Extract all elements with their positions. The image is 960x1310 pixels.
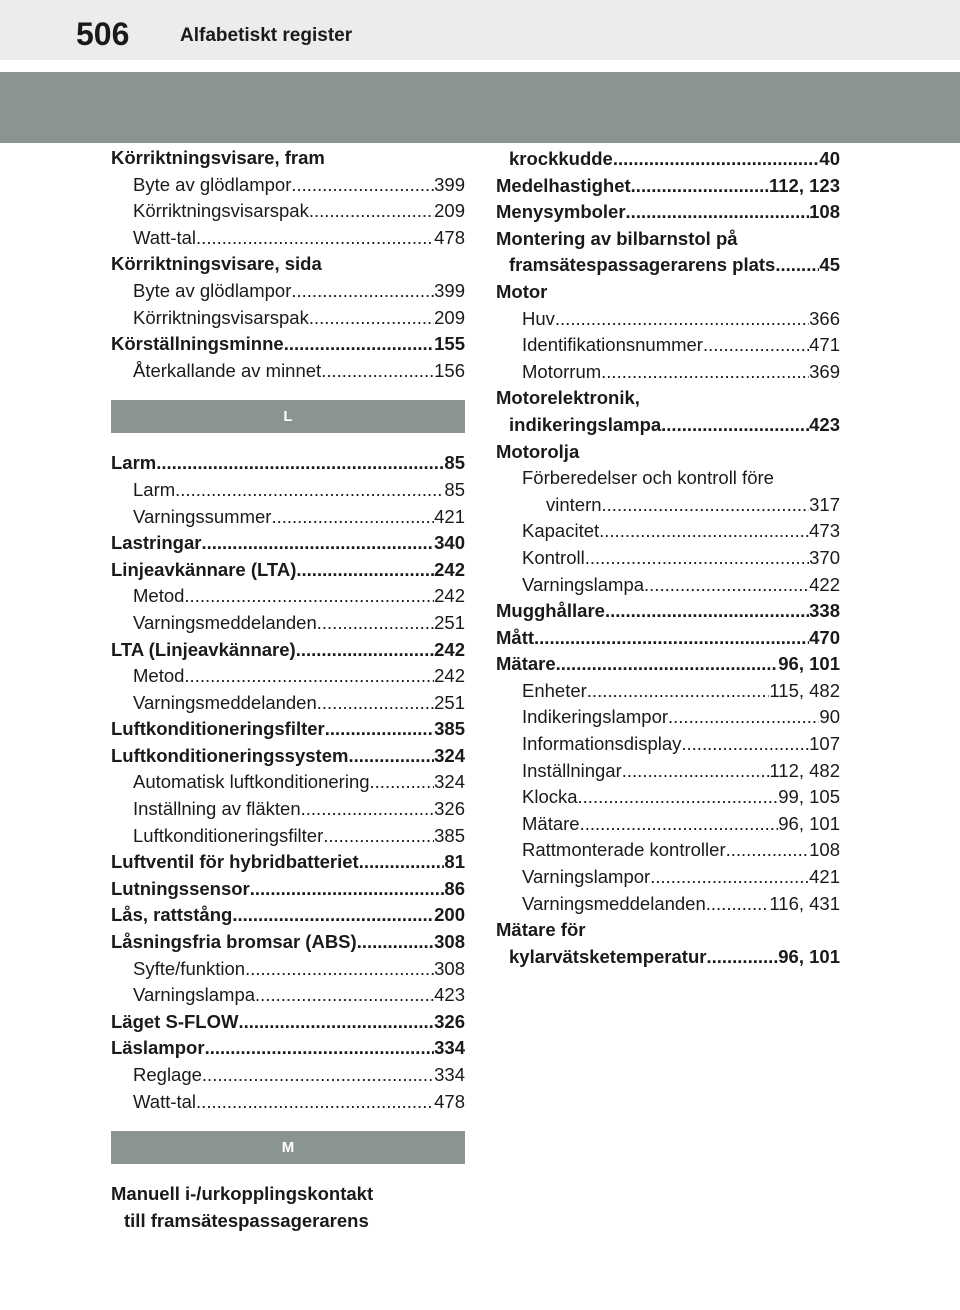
index-subentry (496, 731, 840, 758)
index-subentry (111, 477, 465, 504)
index-subentry (496, 572, 840, 599)
dot-leader (250, 876, 445, 903)
dot-leader (232, 902, 434, 929)
entry-page-ref: 242 (434, 558, 465, 580)
dot-leader (323, 823, 434, 850)
index-entry (111, 1035, 465, 1062)
entry-page-ref: 112, 123 (769, 174, 840, 196)
entry-term: Indikeringslampor (522, 706, 669, 728)
entry-term: Körriktningsvisare, fram (111, 147, 325, 168)
index-subentry (496, 811, 840, 838)
index-entry (111, 1009, 465, 1036)
entry-term: indikeringslampa (509, 413, 662, 435)
entry-term: Identifikationsnummer (522, 334, 703, 356)
dot-leader (613, 146, 820, 173)
entry-page-ref: 81 (444, 851, 465, 873)
dot-leader (317, 610, 434, 637)
entry-page-ref: 471 (809, 334, 840, 356)
entry-term: krockkudde (509, 148, 613, 169)
index-subentry (111, 1089, 465, 1116)
index-entry (496, 279, 840, 306)
entry-term: Motor (496, 280, 548, 302)
dot-leader (626, 199, 810, 226)
entry-term: Mugghållare (496, 600, 605, 622)
entry-term: Motorolja (496, 440, 580, 462)
index-entry (111, 743, 465, 770)
dot-leader (291, 172, 434, 199)
page-title: Alfabetiskt register (180, 25, 353, 46)
index-entry (111, 251, 465, 278)
index-subentry (496, 891, 840, 918)
header-banner (0, 72, 960, 143)
entry-page-ref: 96, 101 (778, 945, 840, 967)
entry-page-ref: 209 (434, 200, 465, 222)
entry-term: Varningsmeddelanden (133, 691, 317, 713)
entry-term: Luftkonditioneringssystem (111, 744, 349, 766)
index-entry (496, 226, 840, 253)
entry-page-ref: 340 (434, 532, 465, 554)
entry-term: Lutningssensor (111, 877, 250, 899)
entry-page-ref: 324 (434, 771, 465, 793)
dot-leader (317, 690, 434, 717)
index-subentry (111, 956, 465, 983)
dot-leader (284, 331, 434, 358)
entry-term: Mätare (522, 812, 580, 834)
entry-term: Menysymboler (496, 201, 626, 223)
entry-page-ref: 112, 482 (769, 759, 840, 781)
index-subentry (111, 225, 465, 252)
entry-page-ref: 324 (434, 744, 465, 766)
entry-term: Körriktningsvisarspak (133, 306, 309, 328)
entry-term: Förberedelser och kontroll före (522, 467, 774, 489)
entry-page-ref: 200 (434, 904, 465, 926)
entry-page-ref: 326 (434, 1010, 465, 1032)
dot-leader (175, 477, 444, 504)
entry-term: Watt-tal (133, 226, 197, 248)
index-entry (111, 1181, 465, 1208)
entry-term: Inställningar (522, 759, 622, 781)
entry-term: Manuell i-/urkopplingskontakt (111, 1183, 374, 1205)
index-entry (496, 598, 840, 625)
entry-page-ref: 422 (809, 573, 840, 595)
entry-page-ref: 423 (434, 984, 465, 1006)
entry-term: Mätare (496, 653, 556, 675)
index-entry (111, 450, 465, 477)
index-entry (496, 412, 840, 439)
entry-term: Watt-tal (133, 1090, 197, 1112)
entry-term: Byte av glödlampor (133, 279, 292, 301)
entry-term: Lås, rattstång (111, 904, 233, 926)
dot-leader (201, 530, 434, 557)
dot-leader (605, 598, 809, 625)
entry-page-ref: 334 (434, 1037, 465, 1059)
index-subentry (111, 796, 465, 823)
dot-leader (601, 359, 809, 386)
dot-leader (650, 864, 809, 891)
entry-term: Medelhastighet (496, 174, 631, 196)
entry-term: Inställning av fläkten (133, 798, 301, 820)
entry-page-ref: 317 (809, 493, 840, 515)
entry-term: Varningsmeddelanden (522, 892, 706, 914)
entry-term: Varningsmeddelanden (133, 611, 317, 633)
dot-leader (706, 891, 770, 918)
entry-term: Larm (133, 478, 176, 500)
dot-leader (580, 811, 779, 838)
entry-term: Byte av glödlampor (133, 173, 292, 195)
entry-term: Återkallande av minnet (133, 359, 322, 381)
dot-leader (296, 557, 434, 584)
index-subentry (111, 278, 465, 305)
dot-leader (585, 545, 809, 572)
entry-page-ref: 156 (434, 359, 465, 381)
index-subentry (496, 306, 840, 333)
index-subentry (111, 823, 465, 850)
index-entry (496, 917, 840, 944)
dot-leader (534, 625, 809, 652)
entry-page-ref: 96, 101 (778, 812, 840, 834)
entry-page-ref: 108 (809, 839, 840, 861)
index-subentry (111, 610, 465, 637)
dot-leader (661, 412, 809, 439)
entry-page-ref: 334 (434, 1064, 465, 1085)
dot-leader (196, 1089, 434, 1116)
index-entry (111, 902, 465, 929)
entry-term: Rattmonterade kontroller (522, 839, 726, 861)
entry-term: Mätare för (496, 919, 586, 941)
index-entry (111, 1208, 465, 1235)
entry-page-ref: 99, 105 (778, 786, 840, 808)
entry-page-ref: 421 (434, 505, 465, 527)
entry-page-ref: 209 (434, 306, 465, 328)
index-subentry (496, 359, 840, 386)
index-subentry (111, 663, 465, 690)
dot-leader (587, 678, 770, 705)
index-entry (111, 929, 465, 956)
index-entry (111, 876, 465, 903)
entry-page-ref: 370 (809, 546, 840, 568)
index-subentry (111, 172, 465, 199)
index-subentry (111, 769, 465, 796)
dot-leader (184, 663, 434, 690)
index-entry (496, 651, 840, 678)
index-subentry (496, 758, 840, 785)
dot-leader (370, 769, 435, 796)
index-subentry (496, 545, 840, 572)
index-subentry (111, 583, 465, 610)
index-entry (496, 439, 840, 466)
dot-leader (271, 504, 434, 531)
entry-page-ref: 470 (809, 626, 840, 648)
entry-term: Varningslampa (522, 573, 645, 595)
entry-page-ref: 155 (434, 333, 465, 355)
index-subentry (111, 690, 465, 717)
dot-leader (309, 305, 434, 332)
entry-term: Informationsdisplay (522, 733, 682, 755)
index-subentry (496, 518, 840, 545)
entry-page-ref: 86 (444, 877, 465, 899)
entry-term: Kapacitet (522, 520, 600, 542)
entry-term: Huv (522, 307, 555, 329)
index-subentry (111, 982, 465, 1009)
entry-page-ref: 45 (819, 254, 840, 276)
entry-term: Luftventil för hybridbatteriet (111, 851, 359, 873)
index-entry (496, 625, 840, 652)
index-subentry (496, 332, 840, 359)
entry-term: Varningslampor (522, 866, 651, 888)
entry-page-ref: 308 (434, 931, 465, 953)
entry-term: Låsningsfria bromsar (ABS) (111, 931, 357, 953)
index-entry (496, 252, 840, 279)
entry-page-ref: 108 (809, 201, 840, 223)
index-entry (111, 530, 465, 557)
dot-leader (296, 637, 434, 664)
entry-term: Larm (111, 452, 157, 474)
dot-leader (555, 306, 809, 333)
entry-page-ref: 423 (809, 413, 840, 435)
dot-leader (325, 716, 434, 743)
dot-leader (301, 796, 434, 823)
entry-term: till framsätespassagerarens (124, 1209, 369, 1231)
dot-leader (668, 704, 819, 731)
entry-term: Klocka (522, 786, 578, 808)
index-column-left (111, 145, 465, 1234)
entry-page-ref: 107 (809, 733, 840, 755)
entry-page-ref: 385 (434, 824, 465, 846)
entry-term: Kontroll (522, 546, 585, 568)
entry-page-ref: 242 (434, 665, 465, 687)
entry-page-ref: 85 (444, 452, 465, 474)
dot-leader (644, 572, 809, 599)
dot-leader (556, 651, 779, 678)
dot-leader (602, 492, 810, 519)
index-subentry (496, 678, 840, 705)
index-subentry (496, 864, 840, 891)
entry-page-ref: 242 (434, 638, 465, 660)
index-entry (111, 557, 465, 584)
entry-page-ref: 338 (809, 600, 840, 622)
dot-leader (156, 450, 444, 477)
entry-page-ref: 116, 431 (769, 892, 840, 914)
dot-leader (196, 225, 434, 252)
index-subentry (111, 1062, 465, 1089)
entry-term: Läslampor (111, 1037, 205, 1059)
dot-leader (703, 332, 809, 359)
index-entry (496, 199, 840, 226)
index-subentry (111, 504, 465, 531)
entry-page-ref: 478 (434, 226, 465, 248)
dot-leader (309, 198, 434, 225)
dot-leader (291, 278, 434, 305)
dot-leader (599, 518, 809, 545)
entry-term: framsätespassagerarens plats (509, 254, 776, 276)
entry-term: Läget S-FLOW (111, 1010, 239, 1032)
entry-page-ref: 369 (809, 360, 840, 382)
dot-leader (245, 956, 434, 983)
header-strip (0, 0, 960, 60)
entry-term: Linjeavkännare (LTA) (111, 558, 297, 580)
dot-leader (238, 1009, 434, 1036)
entry-term: Syfte/funktion (133, 957, 246, 979)
section-header-l: L (111, 400, 465, 433)
index-entry (111, 637, 465, 664)
dot-leader (348, 743, 434, 770)
index-entry (111, 145, 465, 172)
index-subentry (496, 465, 840, 492)
entry-term: Körriktningsvisare, sida (111, 253, 322, 275)
dot-leader (681, 731, 809, 758)
entry-term: Körställningsminne (111, 333, 284, 355)
entry-page-ref: 85 (444, 478, 465, 500)
entry-page-ref: 326 (434, 798, 465, 820)
dot-leader (357, 929, 434, 956)
entry-term: Körriktningsvisarspak (133, 200, 309, 222)
index-subentry (111, 358, 465, 385)
dot-leader (631, 173, 769, 200)
index-column-right (496, 146, 840, 970)
dot-leader (359, 849, 445, 876)
dot-leader (184, 583, 434, 610)
entry-term: Montering av bilbarnstol på (496, 227, 738, 249)
entry-page-ref: 90 (819, 706, 840, 728)
dot-leader (202, 1062, 434, 1089)
index-entry (496, 944, 840, 971)
index-entry (496, 385, 840, 412)
entry-page-ref: 473 (809, 520, 840, 542)
entry-page-ref: 115, 482 (769, 679, 840, 701)
entry-page-ref: 308 (434, 957, 465, 979)
dot-leader (578, 784, 779, 811)
section-header-m: M (111, 1131, 465, 1164)
dot-leader (622, 758, 770, 785)
index-entry (111, 716, 465, 743)
entry-term: Varningslampa (133, 984, 256, 1006)
index-subentry (496, 492, 840, 519)
index-entry (111, 331, 465, 358)
entry-term: Motorrum (522, 360, 602, 382)
index-subentry (496, 837, 840, 864)
entry-term: Motorelektronik, (496, 387, 640, 409)
entry-term: kylarvätsketemperatur (509, 945, 707, 967)
entry-page-ref: 385 (434, 718, 465, 740)
index-entry (111, 849, 465, 876)
dot-leader (706, 944, 778, 971)
entry-page-ref: 399 (434, 279, 465, 301)
index-subentry (111, 305, 465, 332)
entry-term: Reglage (133, 1064, 202, 1085)
entry-term: Varningssummer (133, 505, 272, 527)
entry-term: Metod (133, 585, 185, 607)
entry-term: Luftkonditioneringsfilter (111, 718, 325, 740)
entry-page-ref: 478 (434, 1090, 465, 1112)
entry-term: vintern (546, 493, 602, 515)
entry-page-ref: 40 (819, 148, 840, 169)
entry-page-ref: 399 (434, 173, 465, 195)
entry-page-ref: 366 (809, 307, 840, 329)
page-number: 506 (76, 16, 130, 52)
dot-leader (726, 837, 810, 864)
entry-term: Mått (496, 626, 535, 648)
entry-page-ref: 251 (434, 611, 465, 633)
dot-leader (775, 252, 819, 279)
index-entry (496, 146, 840, 173)
entry-page-ref: 242 (434, 585, 465, 607)
index-subentry (496, 704, 840, 731)
entry-page-ref: 251 (434, 691, 465, 713)
entry-page-ref: 421 (809, 866, 840, 888)
entry-term: Metod (133, 665, 185, 687)
dot-leader (205, 1035, 435, 1062)
entry-term: Luftkonditioneringsfilter (133, 824, 324, 846)
index-subentry (111, 198, 465, 225)
entry-term: Lastringar (111, 532, 202, 554)
entry-term: LTA (Linjeavkännare) (111, 638, 296, 660)
dot-leader (255, 982, 434, 1009)
entry-page-ref: 96, 101 (778, 653, 840, 675)
dot-leader (321, 358, 434, 385)
entry-term: Automatisk luftkonditionering (133, 771, 370, 793)
entry-term: Enheter (522, 679, 587, 701)
index-subentry (496, 784, 840, 811)
index-entry (496, 173, 840, 200)
